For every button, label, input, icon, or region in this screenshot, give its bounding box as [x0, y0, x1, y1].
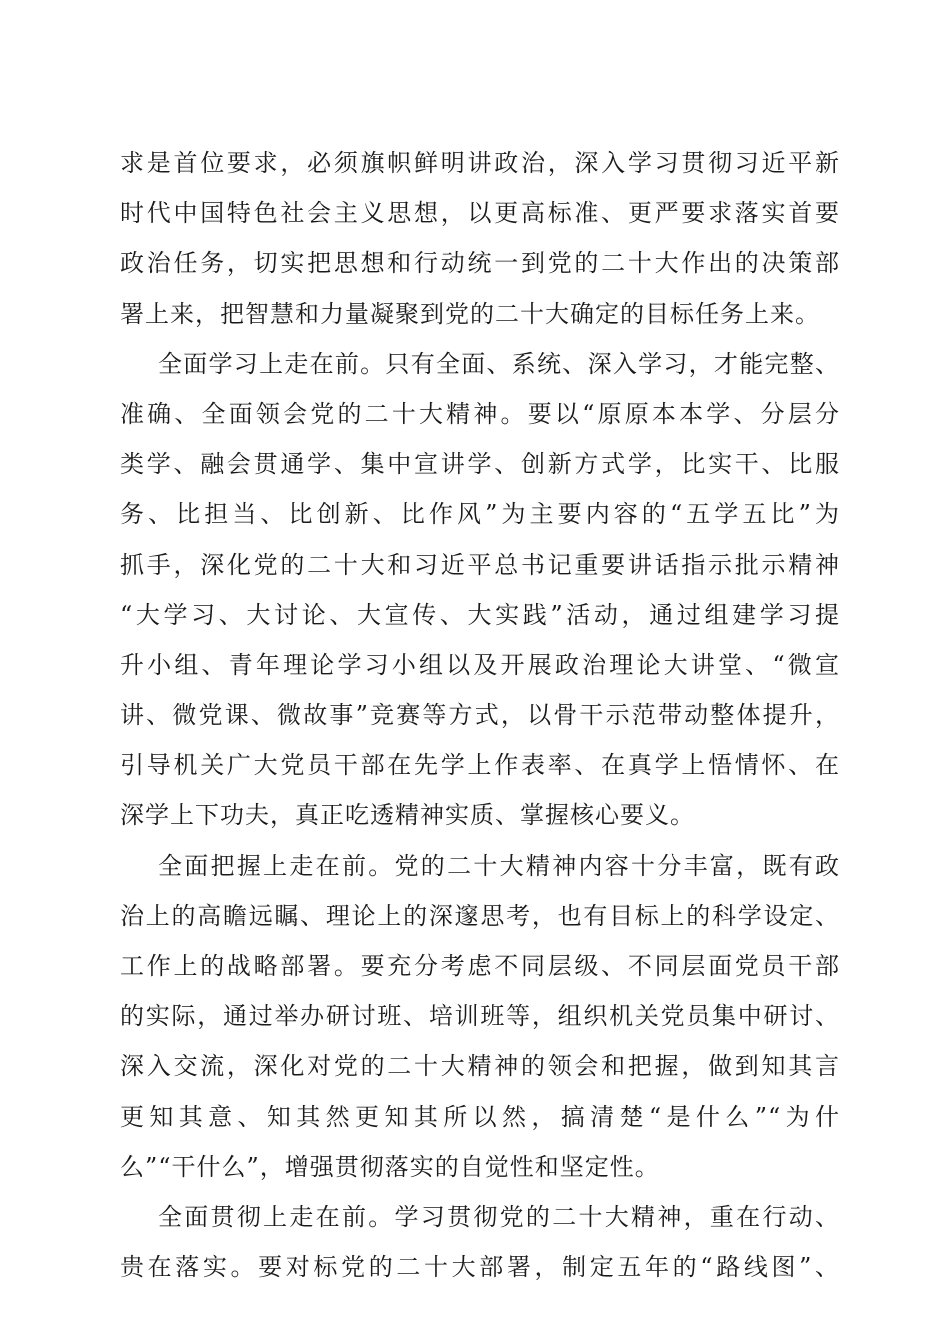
- text-line: 务、比担当、比创新、比作风”为主要内容的“五学五比”为: [120, 500, 840, 529]
- text-line: 讲、微党课、微故事”竞赛等方式，以骨干示范带动整体提升，: [120, 701, 840, 730]
- paragraph-comprehensive-implementation: [120, 1192, 840, 1292]
- text-line: 时代中国特色社会主义思想，以更高标准、更严要求落实首要: [120, 199, 840, 228]
- text-line: 全面学习上走在前。只有全面、系统、深入学习，才能完整、: [158, 349, 840, 378]
- text-line: 工作上的战略部署。要充分考虑不同层级、不同层面党员干部: [120, 952, 840, 980]
- text-line: 引导机关广大党员干部在先学上作表率、在真学上悟情怀、在: [120, 751, 840, 780]
- text-line: 深入交流，深化对党的二十大精神的领会和把握，做到知其言: [120, 1052, 840, 1081]
- paragraph-comprehensive-grasp: [120, 841, 840, 1192]
- document-body: [120, 138, 840, 1292]
- text-line: 深学上下功夫，真正吃透精神实质、掌握核心要义。: [120, 801, 695, 830]
- paragraph-comprehensive-study: [120, 339, 840, 841]
- text-line: 治上的高瞻远瞩、理论上的深邃思考，也有目标上的科学设定、: [120, 901, 840, 930]
- text-line: 贵在落实。要对标党的二十大部署，制定五年的“路线图”、: [120, 1253, 840, 1282]
- text-line: 政治任务，切实把思想和行动统一到党的二十大作出的决策部: [120, 249, 840, 278]
- text-line: 么”“干什么”，增强贯彻落实的自觉性和坚定性。: [120, 1152, 660, 1181]
- text-line: 的实际，通过举办研讨班、培训班等，组织机关党员集中研讨、: [120, 1002, 840, 1031]
- text-line: 求是首位要求，必须旗帜鲜明讲政治，深入学习贯彻习近平新: [120, 149, 840, 177]
- text-line: 升小组、青年理论学习小组以及开展政治理论大讲堂、“微宣: [120, 650, 840, 679]
- text-line: 署上来，把智慧和力量凝聚到党的二十大确定的目标任务上来。: [120, 299, 820, 328]
- text-line: 类学、融会贯通学、集中宣讲学、创新方式学，比实干、比服: [120, 450, 840, 479]
- text-line: 抓手，深化党的二十大和习近平总书记重要讲话指示批示精神: [120, 550, 840, 579]
- text-line: 准确、全面领会党的二十大精神。要以“原原本本学、分层分: [120, 399, 840, 428]
- text-line: 全面把握上走在前。党的二十大精神内容十分丰富，既有政: [158, 851, 840, 880]
- paragraph-continuation: [120, 138, 840, 339]
- text-line: 更知其意、知其然更知其所以然，搞清楚“是什么”“为什: [120, 1102, 840, 1131]
- text-line: 全面贯彻上走在前。学习贯彻党的二十大精神，重在行动、: [158, 1202, 840, 1231]
- text-line: “大学习、大讨论、大宣传、大实践”活动，通过组建学习提: [120, 600, 840, 629]
